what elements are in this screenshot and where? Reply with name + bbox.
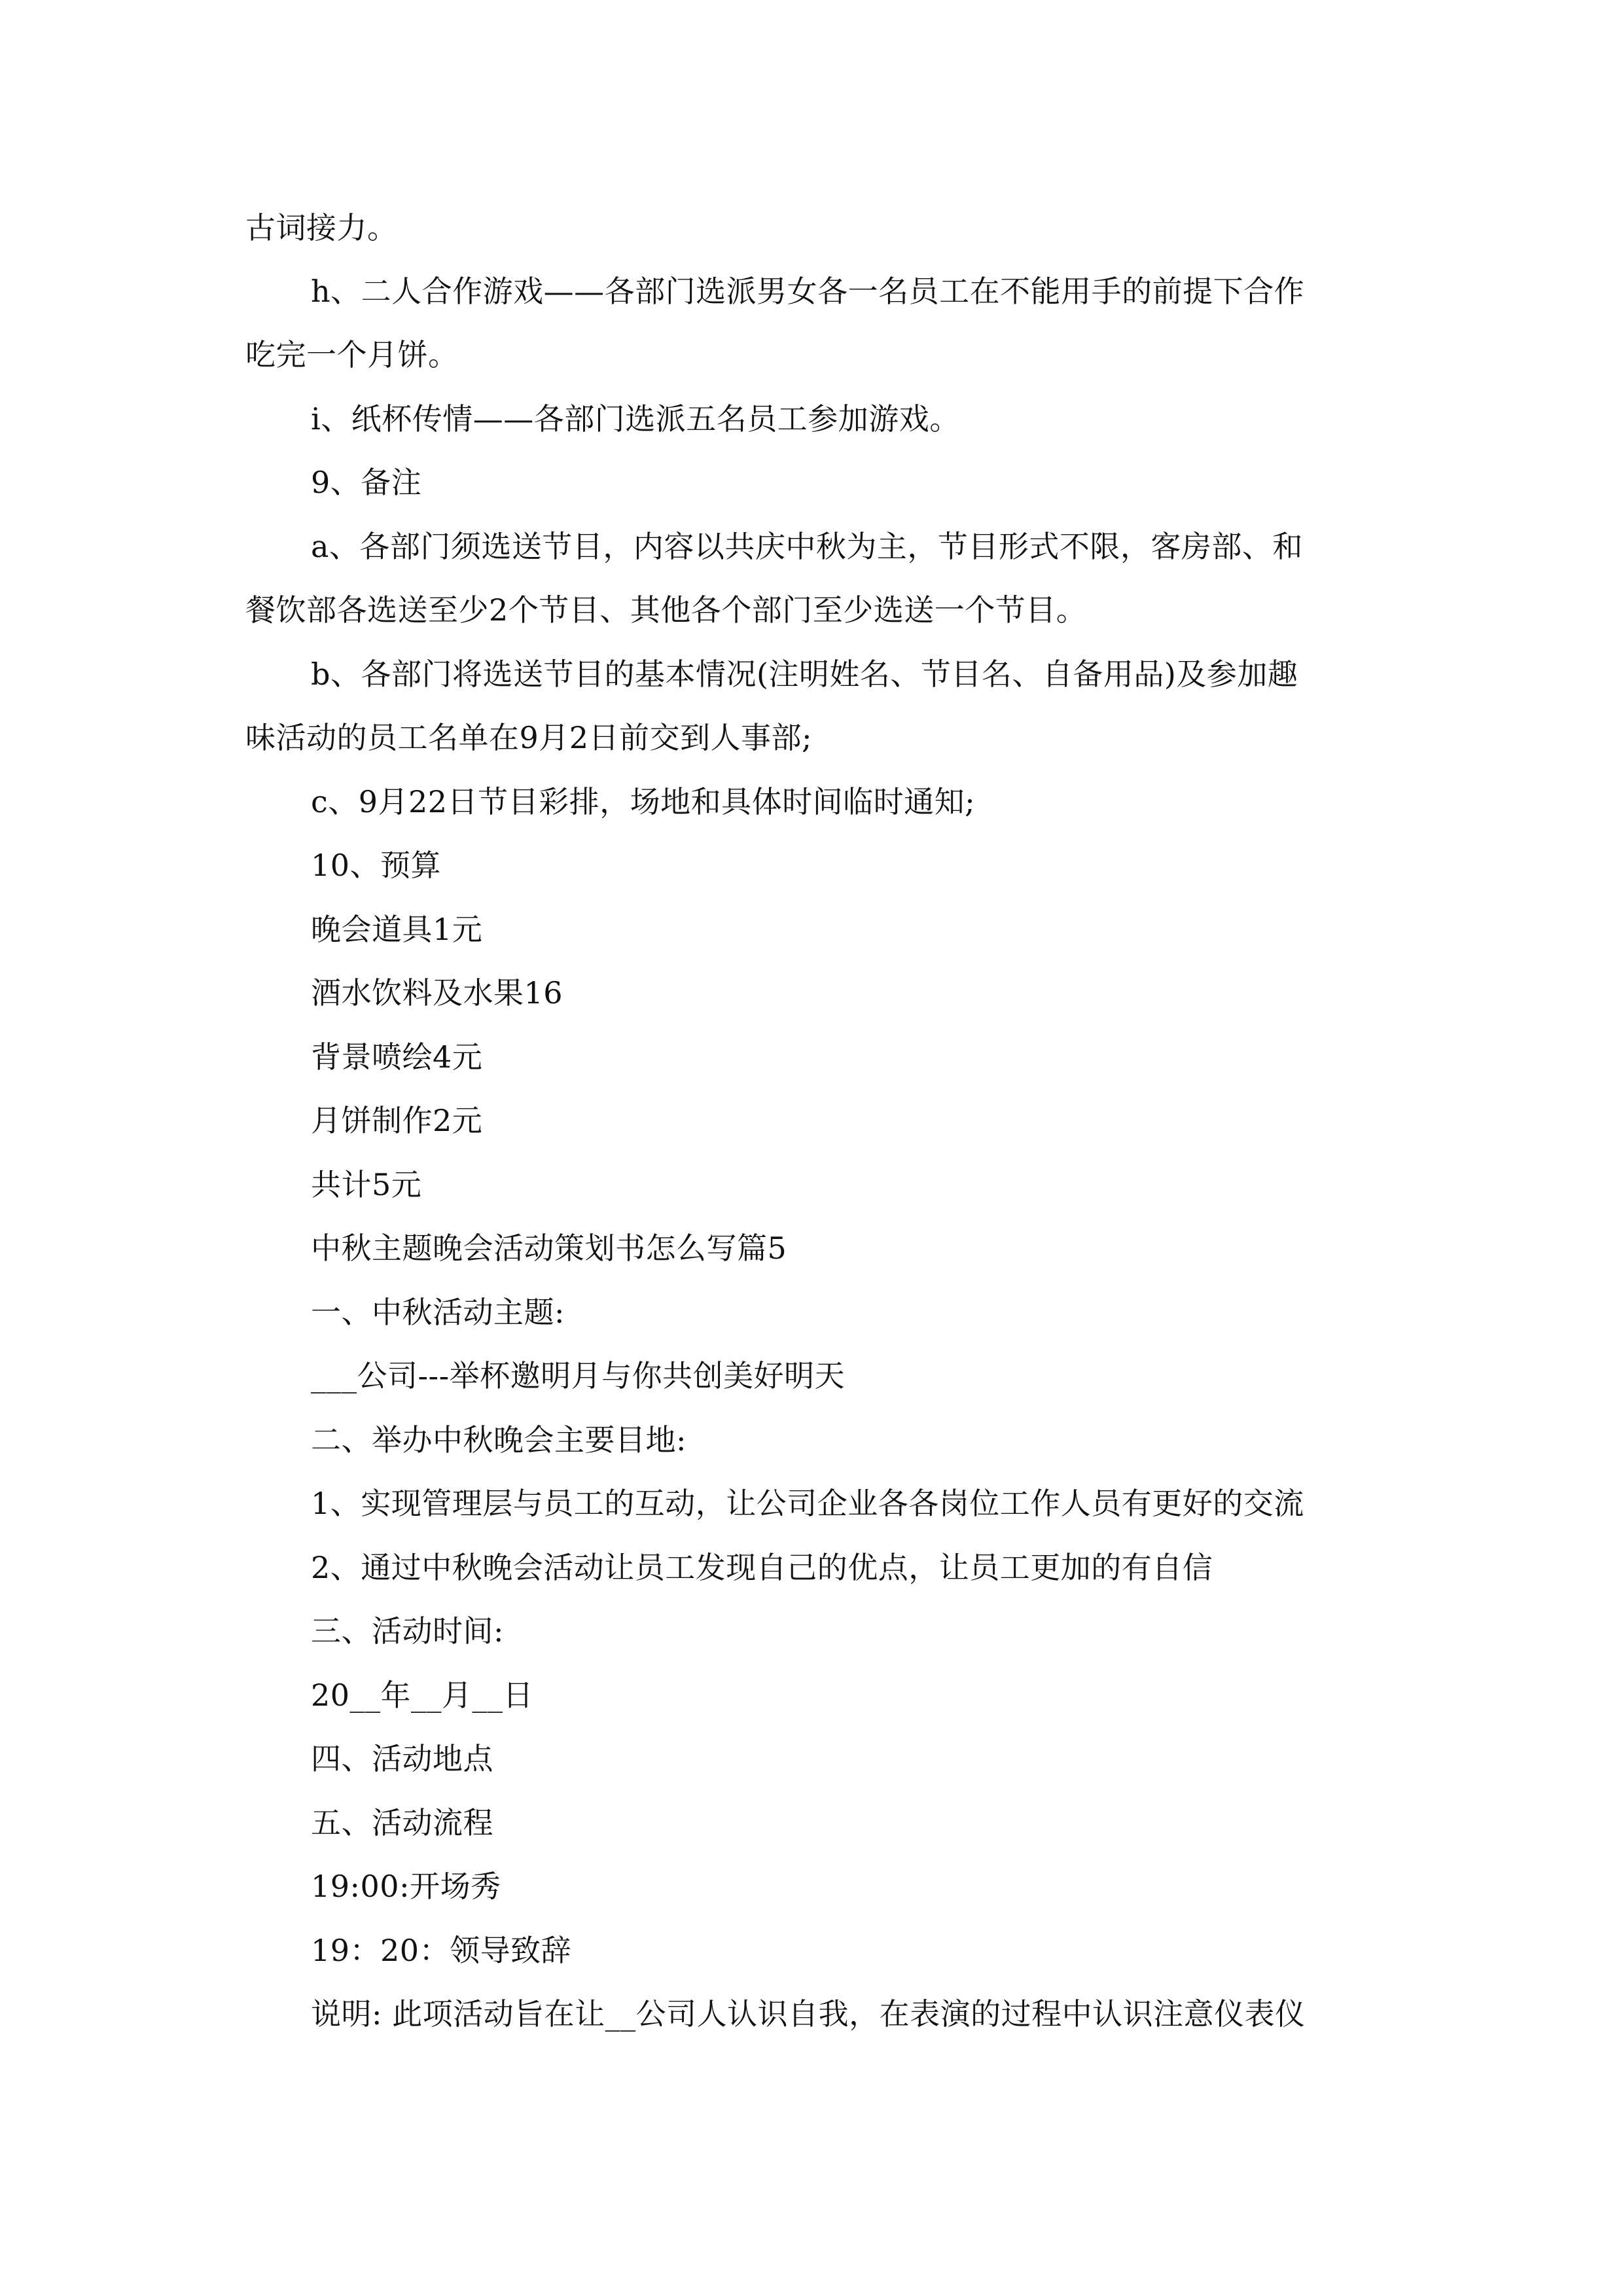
- text-line: 二、举办中秋晚会主要目地:: [311, 1422, 687, 1458]
- text-line: 背景喷绘4元: [311, 1039, 483, 1075]
- text-line: 三、活动时间:: [311, 1613, 504, 1649]
- text-line: 吃完一个月饼。: [245, 337, 459, 372]
- text-line: 20__年__月__日: [311, 1677, 534, 1713]
- text-line: 中秋主题晚会活动策划书怎么写篇5: [311, 1230, 787, 1266]
- text-line: 一、中秋活动主题:: [311, 1295, 565, 1330]
- text-line: 2、通过中秋晚会活动让员工发现自己的优点，让员工更加的有自信: [311, 1550, 1213, 1585]
- text-line: 五、活动流程: [311, 1805, 493, 1840]
- text-line: 19：20：领导致辞: [311, 1933, 572, 1968]
- text-line: 共计5元: [311, 1167, 422, 1202]
- text-line: a、各部门须选送节目，内容以共庆中秋为主，节目形式不限，客房部、和: [311, 529, 1303, 564]
- text-line: c、9月22日节目彩排，场地和具体时间临时通知;: [311, 784, 976, 819]
- text-line: 月饼制作2元: [311, 1103, 483, 1138]
- text-line: ___公司---举杯邀明月与你共创美好明天: [311, 1358, 846, 1393]
- text-line: 餐饮部各选送至少2个节目、其他各个部门至少选送一个节目。: [245, 592, 1087, 628]
- text-line: h、二人合作游戏——各部门选派男女各一名员工在不能用手的前提下合作: [311, 274, 1305, 309]
- text-line: b、各部门将选送节目的基本情况(注明姓名、节目名、自备用品)及参加趣: [311, 656, 1298, 692]
- text-line: 9、备注: [311, 465, 422, 500]
- text-line: i、纸杯传情——各部门选派五名员工参加游戏。: [311, 401, 960, 437]
- text-line: 10、预算: [311, 848, 442, 883]
- text-line: 晚会道具1元: [311, 912, 483, 947]
- text-line: 说明: 此项活动旨在让__公司人认识自我，在表演的过程中认识注意仪表仪: [311, 1996, 1306, 2032]
- text-line: 味活动的员工名单在9月2日前交到人事部;: [245, 720, 813, 755]
- text-line: 19:00:开场秀: [311, 1869, 501, 1904]
- text-line: 1、实现管理层与员工的互动，让公司企业各各岗位工作人员有更好的交流: [311, 1486, 1304, 1521]
- text-line: 四、活动地点: [311, 1741, 493, 1776]
- text-line: 酒水饮料及水果16: [311, 975, 563, 1011]
- text-line: 古词接力。: [245, 210, 398, 245]
